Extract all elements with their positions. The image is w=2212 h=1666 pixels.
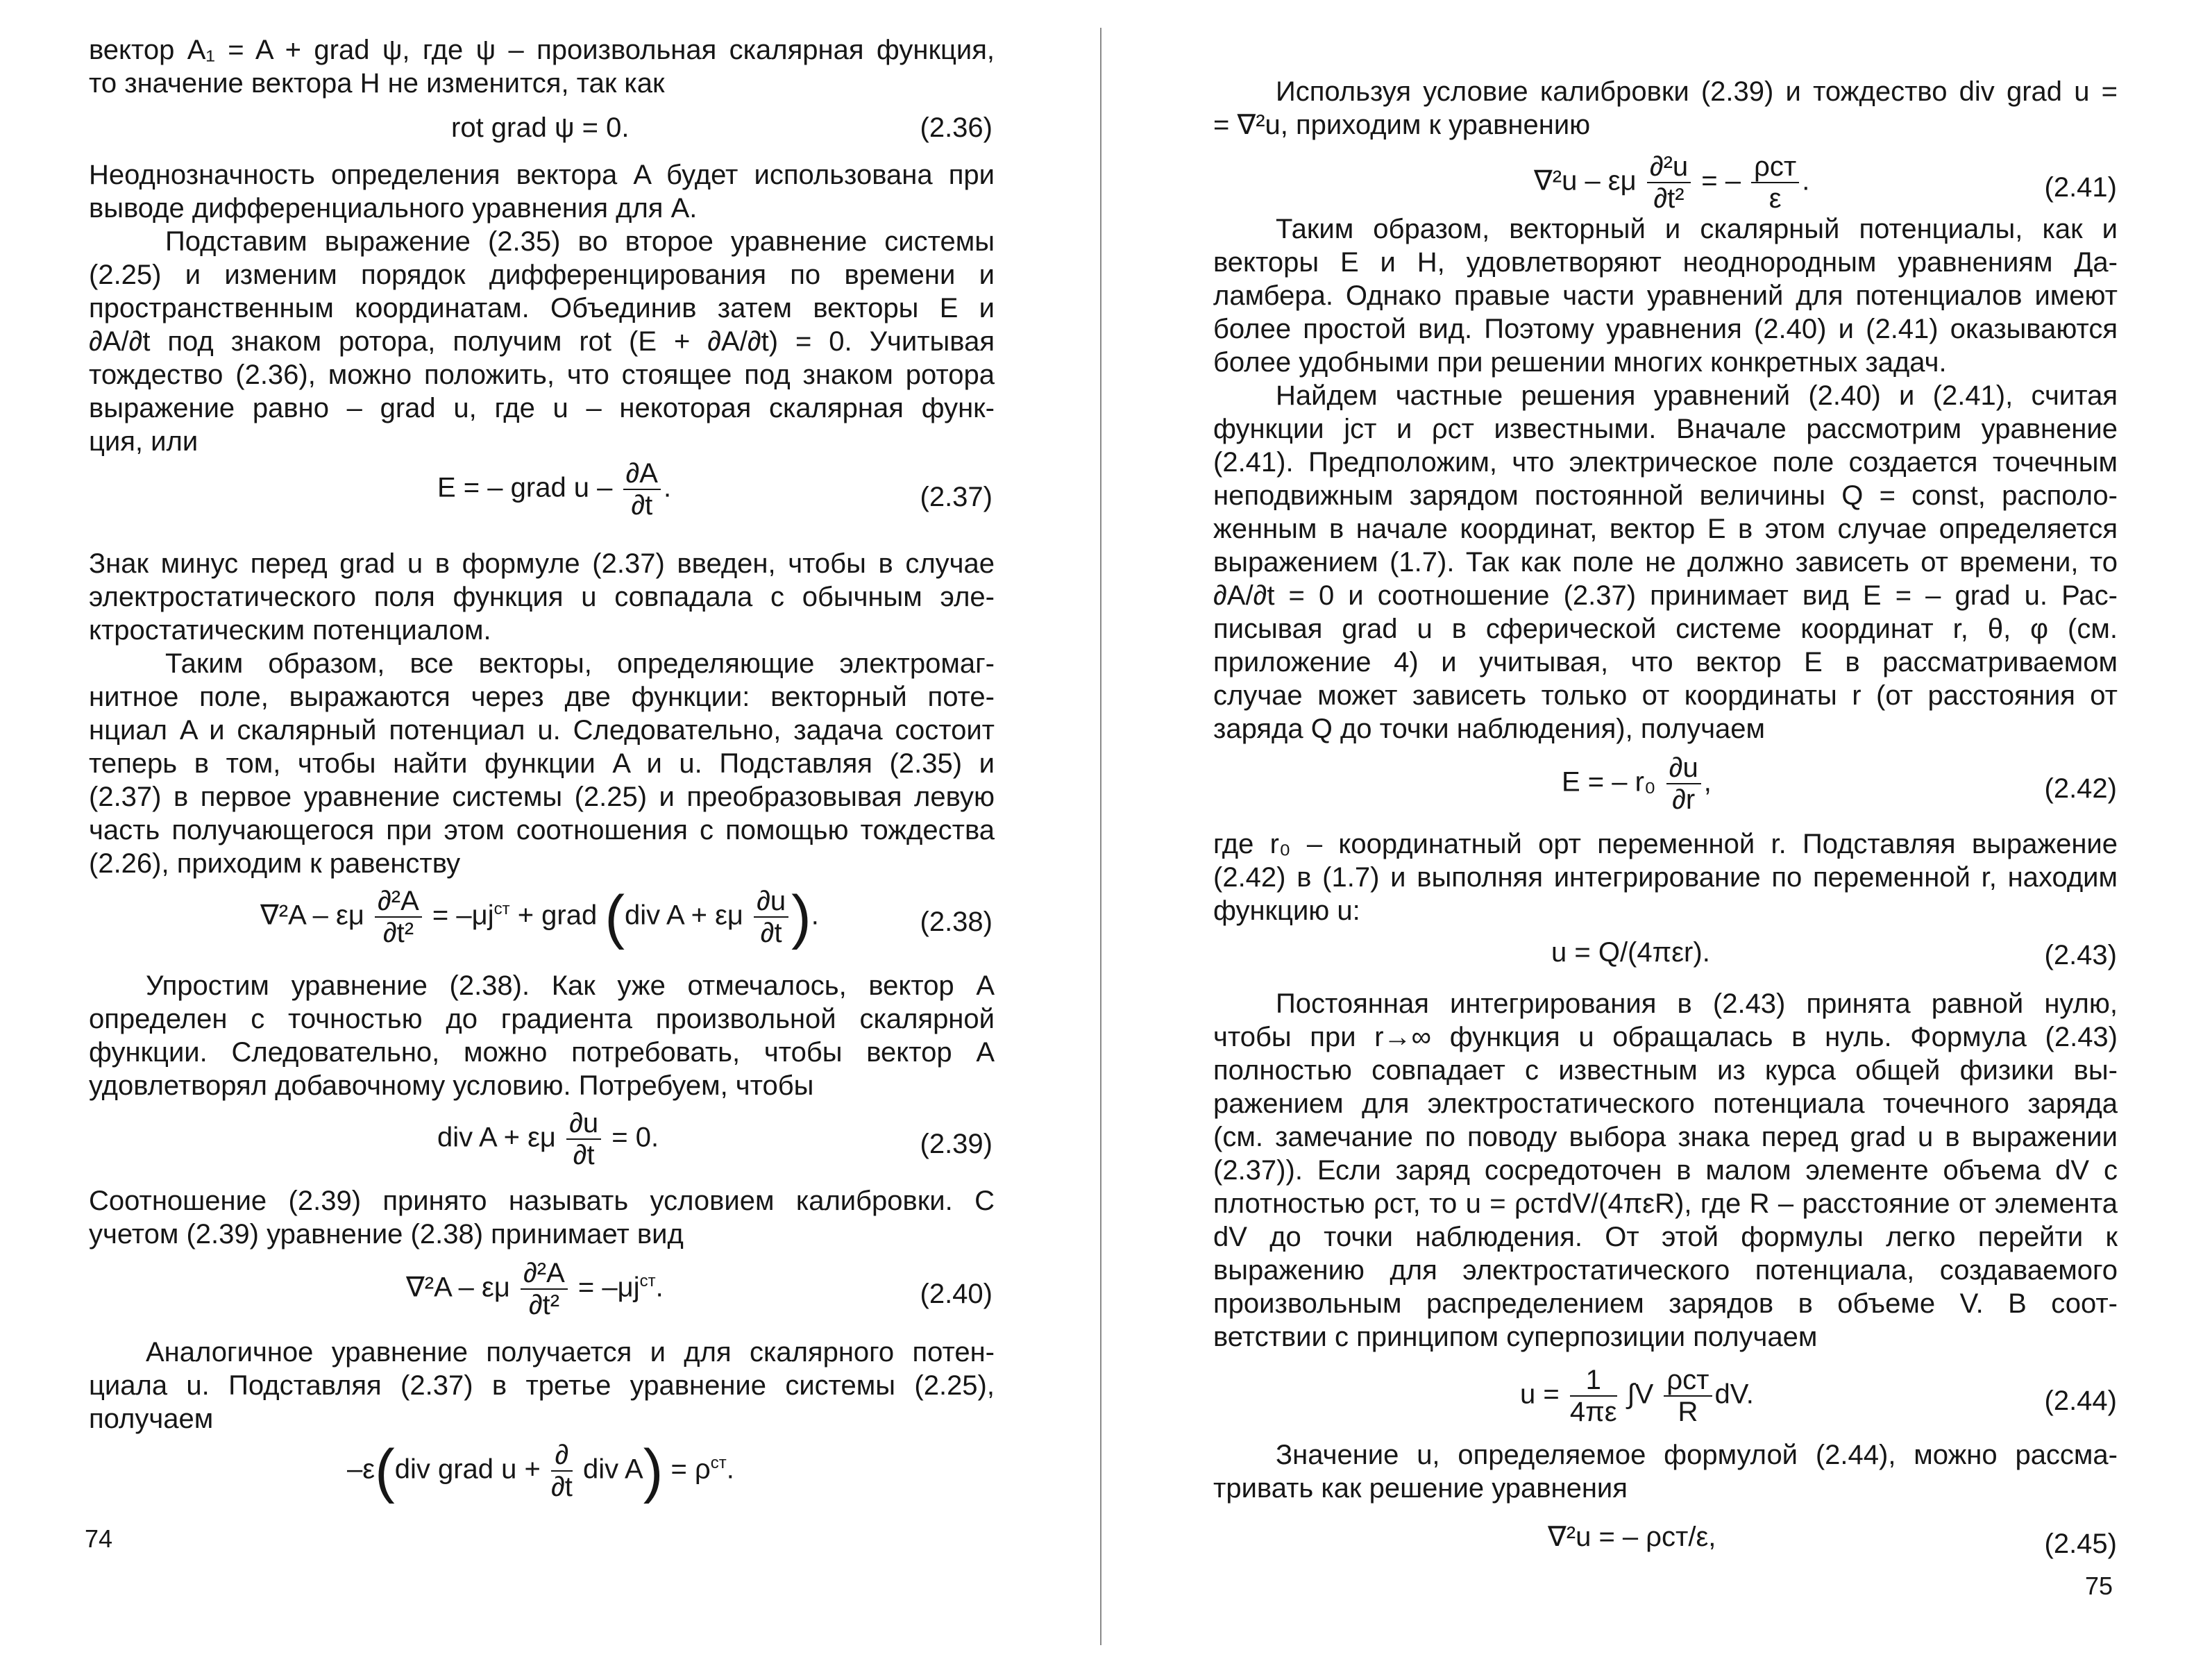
text-line: случае может зависеть только от координаты r (от расстояния от (1213, 680, 2118, 711)
equation-2-39 (437, 1108, 659, 1170)
equation-number: (2.37) (920, 482, 993, 512)
text-line: нциал A и скалярный потенциал u. Следовательно, задача состоит (89, 715, 995, 746)
equation-number: (2.39) (920, 1129, 993, 1159)
equation-2-43: u = Q/(4πεr). (1551, 937, 1710, 968)
text-line: Неоднозначность определения вектора A будет использована при (89, 160, 995, 190)
text-line: (2.26), приходим к равенству (89, 848, 461, 879)
text-line: (2.37) в первое уравнение системы (2.25) и преобразовывая левую (89, 782, 995, 812)
text-line: векторы E и H, удовлетворяют неоднородным уравнениям Да- (1213, 247, 2118, 278)
text-line: Найдем частные решения уравнений (2.40) и (2.41), считая (1276, 380, 2118, 411)
denominator: ∂t² (528, 1290, 560, 1320)
equation-number: (2.42) (2044, 773, 2117, 804)
equation-term: div A (583, 1454, 643, 1485)
fraction (551, 1440, 573, 1502)
equation-term: div grad u + (394, 1454, 541, 1485)
text-line: ция, или (89, 426, 199, 457)
book-spine (1100, 28, 1101, 1645)
text-line: тождество (2.36), можно положить, что стоящее под знаком ротора (89, 360, 995, 390)
fraction (623, 458, 661, 521)
denominator: ∂t (760, 918, 782, 948)
text-line: функции. Следовательно, можно потребовать, чтобы вектор A (89, 1037, 995, 1068)
text-line: выводе дифференциального уравнения для A. (89, 193, 698, 224)
text-line: определен с точностью до градиента произвольной скалярной (89, 1004, 995, 1034)
integral-sign: ∫V (1627, 1379, 1654, 1410)
text-line: ∂A/∂t = 0 и соотношение (2.37) принимает вид E = – grad u. Рас- (1213, 580, 2118, 611)
numerator: ρст (1664, 1365, 1712, 1397)
text-line: Подставим выражение (2.35) во второе уравнение системы (165, 226, 995, 257)
text-line: писывая grad u в сферической системе координат r, θ, φ (см. (1213, 614, 2118, 644)
numerator: ∂²A (375, 886, 422, 918)
equation-2-41 (1534, 151, 1809, 214)
equation-term: , (1703, 766, 1712, 798)
equation-term: u = (1520, 1379, 1560, 1410)
text-line: более простой вид. Поэтому уравнения (2.40) и (2.41) оказываются (1213, 314, 2118, 344)
equation-term: E = – r₀ (1562, 766, 1656, 798)
equation-number: (2.36) (920, 112, 993, 143)
equation-2-38: ∇²A – εμ $\frac{\text{∂²A}}{\text{∂t²}}$ = $-\mu j^{ст}$ + grad (div A + εμ $\frac{\partial u}{\partial t}$ ). (260, 884, 819, 950)
fraction (1570, 1365, 1617, 1427)
text-line: выражение равно – grad u, где u – некоторая скалярная функ- (89, 393, 995, 423)
denominator: R (1678, 1397, 1698, 1427)
text-line: ктростатическим потенциалом. (89, 615, 491, 646)
text-line: Упростим уравнение (2.38). Как уже отмечалось, вектор A (146, 970, 995, 1001)
equation-number: (2.45) (2044, 1529, 2117, 1559)
numerator: ∂u (566, 1108, 601, 1140)
text-line: ∂A/∂t под знаком ротора, получим rot (E + ∂A/∂t) = 0. Учитывая (89, 326, 995, 357)
text-line: (см. замечание по поводу выбора знака перед grad u в выражении (1213, 1122, 2118, 1152)
equation-term: = –μj (577, 1272, 640, 1303)
numerator: ρст (1751, 151, 1799, 183)
equation-term: dV. (1714, 1379, 1754, 1410)
fraction (566, 1108, 601, 1170)
text-line: ражением для электростатического потенциала точечного заряда (1213, 1088, 2118, 1119)
numerator: ∂u (1666, 752, 1701, 784)
text-line: dV до точки наблюдения. От этой формулы легко перейти к (1213, 1222, 2118, 1252)
equation-2-45: ∇²u = – ρст/ε, (1548, 1522, 1716, 1552)
equation-number: (2.44) (2044, 1386, 2117, 1416)
superscript: ст (493, 900, 510, 919)
equation-term: . (1802, 165, 1810, 196)
denominator: ∂t (550, 1472, 573, 1502)
denominator: ∂t² (1653, 183, 1685, 214)
text-line: выражению для электростатического потенциала, создаваемого (1213, 1255, 2118, 1286)
equation-term: ∇²A – εμ (406, 1272, 510, 1303)
equation-unnumbered: –ε(div grad u + $\frac{\partial}{\partial t}$ div $A) = \rho^{ст}$. (347, 1438, 734, 1504)
numerator: ∂ (551, 1440, 573, 1472)
equation-number: (2.38) (920, 907, 993, 937)
text-line: = ∇²u, приходим к уравнению (1213, 110, 1591, 140)
text-line: приложение 4) и учитывая, что вектор E в рассматриваемом (1213, 647, 2118, 678)
text-line: часть получающегося при этом соотношения с помощью тождества (89, 815, 995, 845)
text-line: Аналогичное уравнение получается и для скалярного потен- (146, 1337, 995, 1368)
equation-2-42 (1562, 752, 1712, 815)
text-line: неподвижным зарядом постоянной величины Q = const, располо- (1213, 480, 2118, 511)
equation-2-40 (406, 1258, 664, 1320)
text-line: Постоянная интегрирования в (2.43) принята равной нулю, (1276, 988, 2118, 1019)
equation-term: = ρ (670, 1454, 711, 1485)
numerator: ∂²u (1647, 151, 1691, 183)
equation-term: div A + εμ (625, 900, 743, 931)
fraction (1666, 752, 1701, 815)
text-line: Соотношение (2.39) принято называть условием калибровки. С (89, 1186, 995, 1216)
fraction (1664, 1365, 1712, 1427)
denominator: ∂t (631, 490, 653, 521)
equation-term: = 0. (611, 1122, 659, 1153)
equation-term: + grad (517, 900, 598, 931)
text-line: плотностью ρст, то u = ρстdV/(4πεR), где R – расстояние от элемента (1213, 1188, 2118, 1219)
equation-term: = – (1701, 165, 1741, 196)
superscript: ст (639, 1272, 656, 1291)
equation-term: E = – grad u – (437, 472, 613, 503)
numerator: ∂A (623, 458, 661, 490)
numerator: 1 (1570, 1365, 1617, 1397)
text-line: женным в начале координат, вектор E в этом случае определяется (1213, 514, 2118, 544)
equation-number: (2.41) (2044, 172, 2117, 203)
text-line: где r₀ – координатный орт переменной r. Подставляя выражение (1213, 829, 2118, 859)
equation-number: (2.43) (2044, 940, 2117, 970)
equation-2-37: E = – grad u – $\frac{\partial A}{\partial t}$ . (437, 458, 672, 521)
text-line: удовлетворял добавочному условию. Потребуем, чтобы (89, 1070, 814, 1101)
fraction (754, 886, 788, 948)
text-line: (2.41). Предположим, что электрическое поле создается точечным (1213, 447, 2118, 478)
fraction (1751, 151, 1799, 214)
text-line: получаем (89, 1404, 214, 1434)
equation-term: = –μj (432, 900, 494, 931)
text-line: вектор A₁ = A + grad ψ, где ψ – произвольная скалярная функция, (89, 35, 995, 65)
equation-term: . (726, 1454, 734, 1485)
text-line: учетом (2.39) уравнение (2.38) принимает вид (89, 1219, 684, 1250)
fraction (1647, 151, 1691, 214)
text-line: (2.25) и изменим порядок дифференцирования по времени и (89, 260, 995, 290)
equation-term: div A + εμ (437, 1122, 556, 1153)
numerator: ∂²A (521, 1258, 568, 1290)
denominator: ∂t (573, 1140, 595, 1170)
denominator: ∂r (1672, 784, 1696, 815)
text-line: Таким образом, векторный и скалярный потенциалы, как и (1276, 214, 2118, 244)
equation-term: ∇²A – εμ (260, 900, 364, 931)
fraction (521, 1258, 568, 1320)
text-line: Знак минус перед grad u в формуле (2.37) введен, чтобы в случае (89, 548, 995, 579)
text-line: чтобы при r→∞ функция u обращалась в нуль. Формула (2.43) (1213, 1022, 2118, 1052)
numerator: ∂u (754, 886, 788, 918)
text-line: произвольным распределением зарядов в объеме V. В соот- (1213, 1288, 2118, 1319)
equation-2-36: rot grad ψ = 0. (451, 112, 630, 143)
text-line: пространственным координатам. Объединив затем векторы E и (89, 293, 995, 323)
denominator: ε (1768, 183, 1782, 214)
right-page (1104, 0, 2212, 1666)
text-line: (2.42) в (1.7) и выполняя интегрирование по переменной r, находим (1213, 862, 2118, 893)
superscript: ст (710, 1454, 727, 1473)
equation-term: ∇²u – εμ (1534, 165, 1637, 196)
text-line: нитное поле, выражаются через две функции: векторный поте- (89, 682, 995, 712)
text-line: заряда Q до точки наблюдения), получаем (1213, 714, 1766, 744)
text-line: теперь в том, чтобы найти функции A и u. Подставляя (2.35) и (89, 748, 995, 779)
text-line: ламбера. Однако правые части уравнений для потенциалов имеют (1213, 280, 2118, 311)
equation-number: (2.40) (920, 1279, 993, 1309)
text-line: Значение u, определяемое формулой (2.44), можно рассма- (1276, 1440, 2118, 1470)
text-line: циала u. Подставляя (2.37) в третье уравнение системы (2.25), (89, 1370, 995, 1401)
denominator: 4πε (1569, 1397, 1617, 1427)
equation-term: –ε (347, 1454, 375, 1485)
text-line: Таким образом, все векторы, определяющие электромаг- (165, 648, 995, 679)
denominator: ∂t² (382, 918, 414, 948)
text-line: ветствии с принципом суперпозиции получаем (1213, 1322, 1818, 1352)
left-page (0, 0, 1097, 1666)
text-line: функции jст и ρст известными. Вначале рассмотрим уравнение (1213, 414, 2118, 444)
equation-term: . (655, 1272, 664, 1303)
text-line: (2.37)). Если заряд сосредоточен в малом элементе объема dV с (1213, 1155, 2118, 1186)
text-line: более удобными при решении многих конкретных задач. (1213, 347, 1947, 378)
page-number: 74 (85, 1524, 113, 1553)
text-line: электростатического поля функция u совпадала с обычным эле- (89, 582, 995, 612)
text-line: Используя условие калибровки (2.39) и тождество div grad u = (1276, 76, 2118, 107)
text-line: выражением (1.7). Так как поле не должно зависеть от времени, то (1213, 547, 2118, 578)
equation-2-44 (1520, 1365, 1754, 1427)
text-line: тривать как решение уравнения (1213, 1473, 1628, 1504)
text-line: функцию u: (1213, 895, 1360, 926)
text-line: то значение вектора H не изменится, так как (89, 68, 665, 99)
text-line: полностью совпадает с известным из курса общей физики вы- (1213, 1055, 2118, 1086)
fraction (375, 886, 422, 948)
page-number: 75 (2085, 1572, 2113, 1600)
